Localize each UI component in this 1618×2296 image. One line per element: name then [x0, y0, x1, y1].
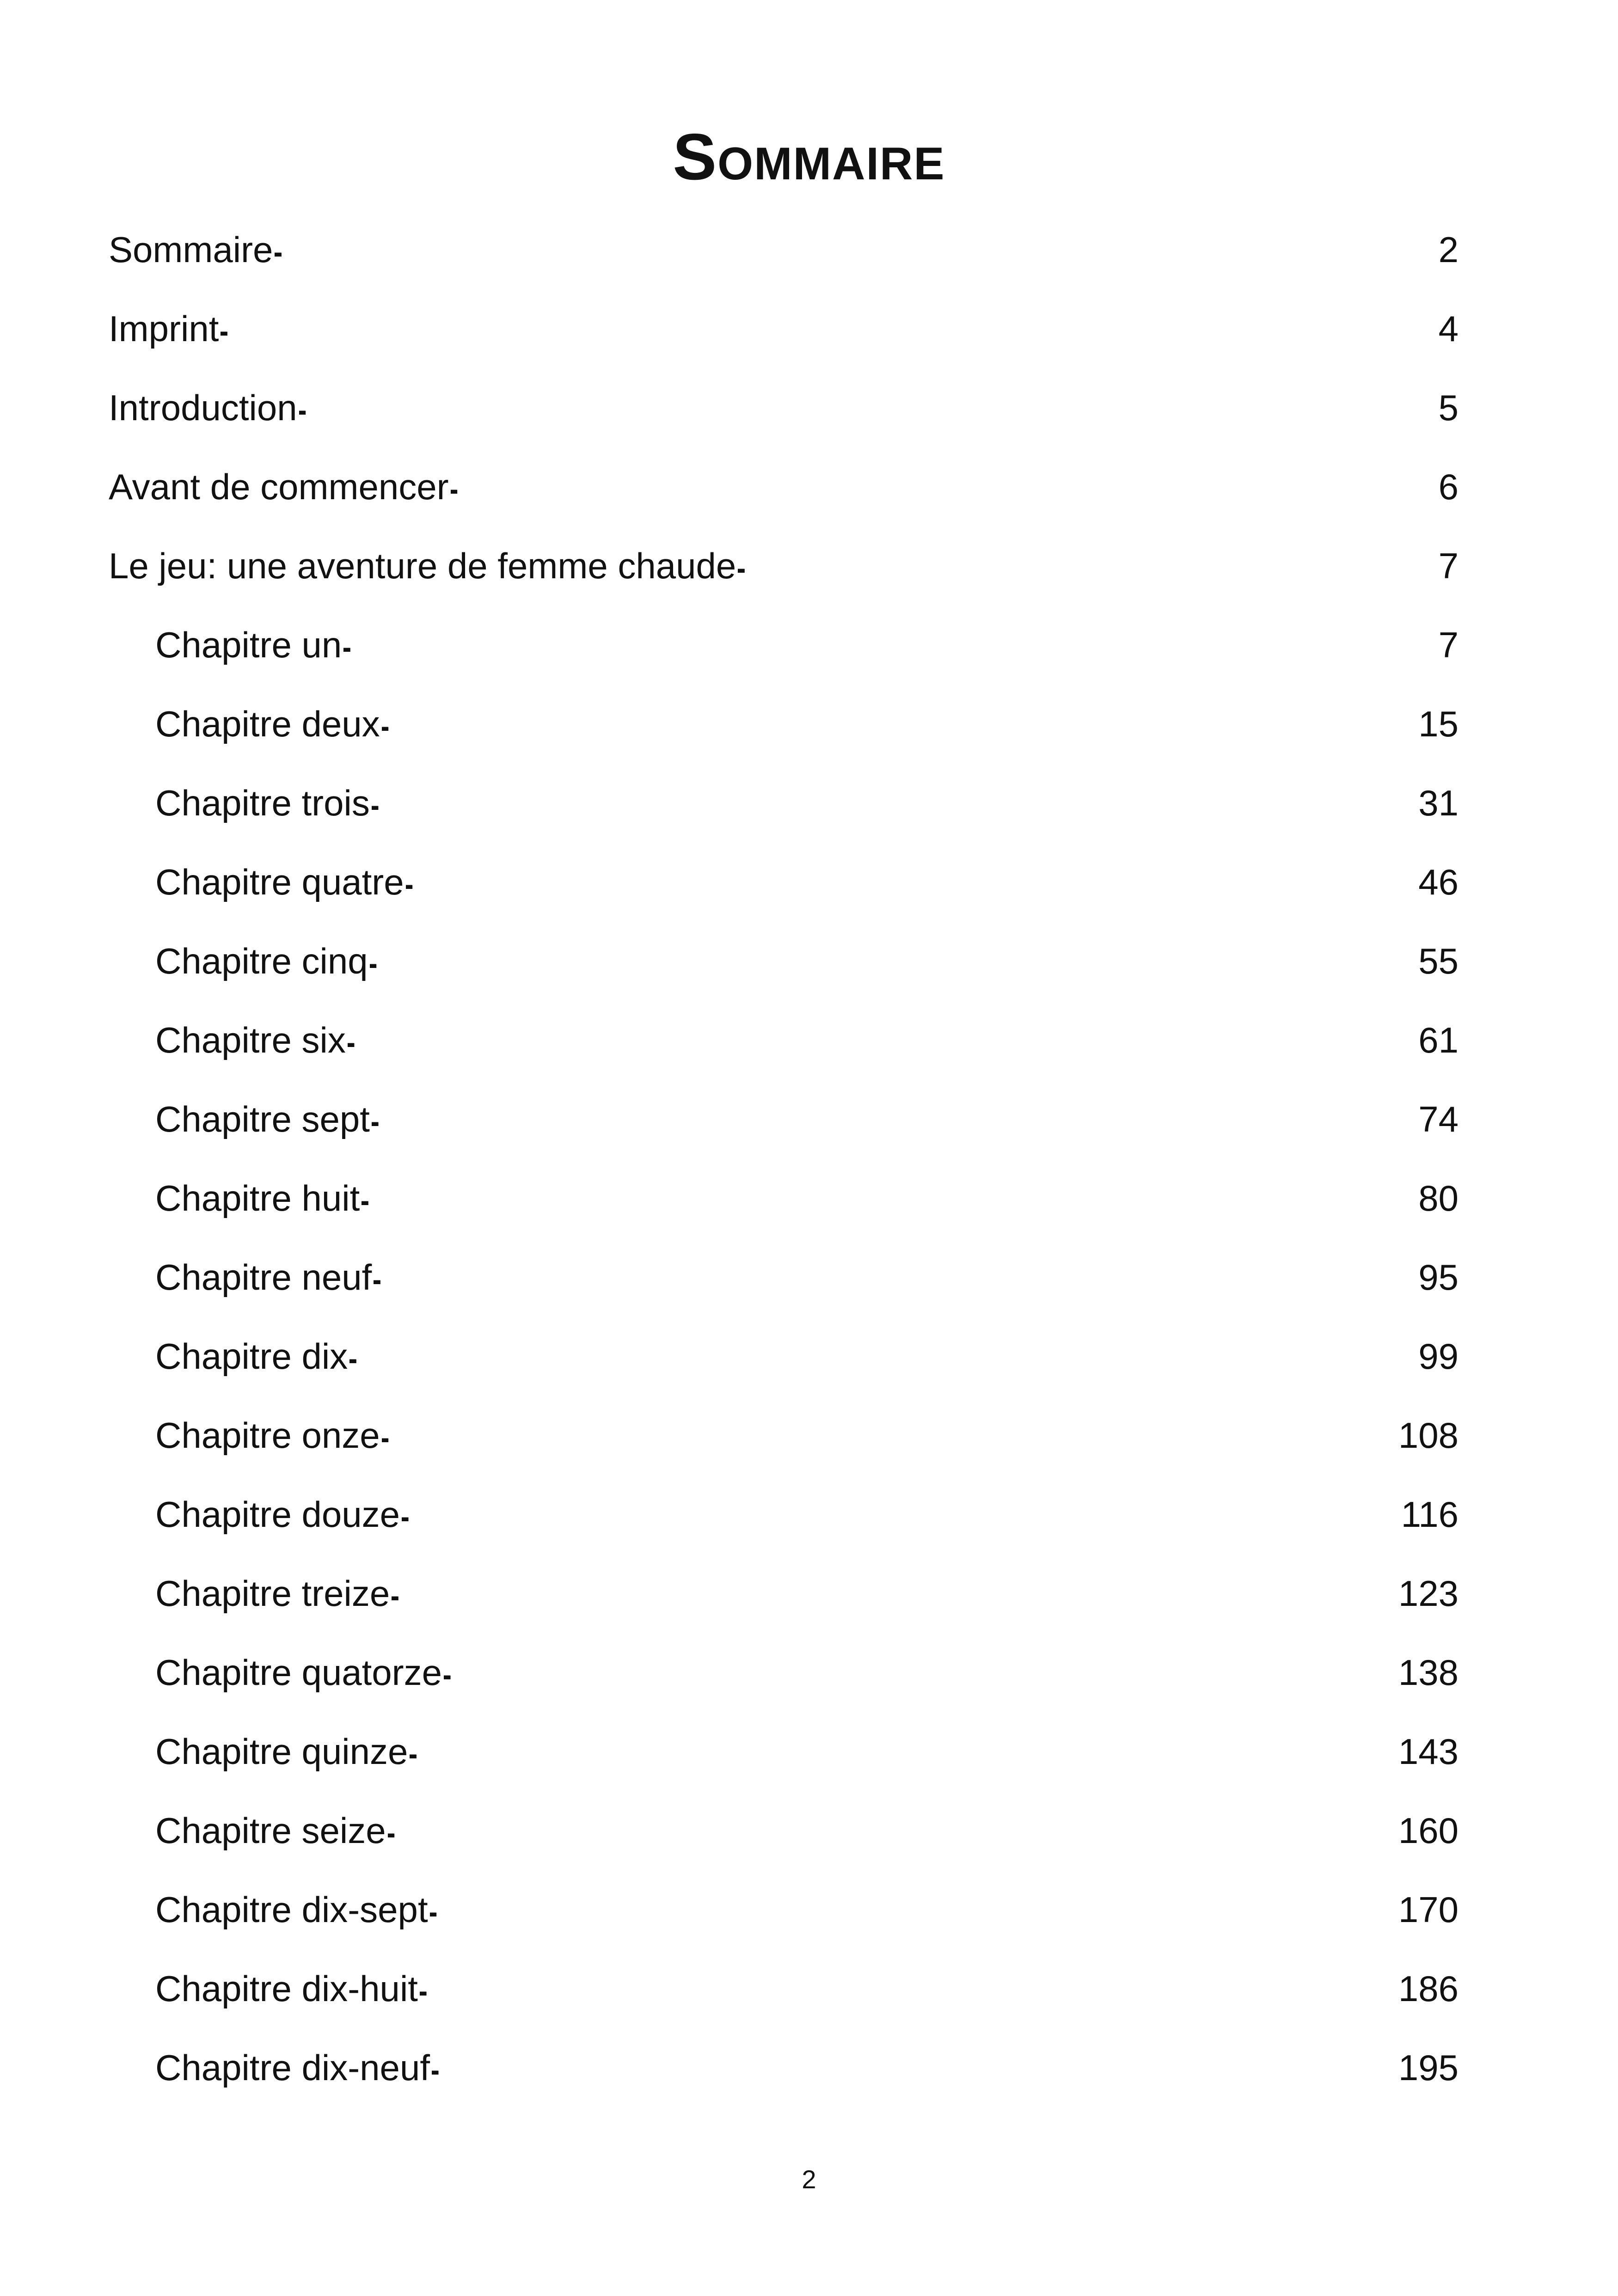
toc-leader-dots [370, 937, 1416, 974]
toc-entry-label: Chapitre quatre [155, 862, 404, 902]
toc-entry[interactable] [109, 289, 1459, 368]
toc-entry-label: Chapitre dix-sept [155, 1889, 428, 1930]
toc-entry-page: 95 [1418, 1257, 1459, 1298]
toc-entry-page: 15 [1418, 704, 1459, 744]
toc-entry-label: Chapitre quatorze [155, 1652, 442, 1693]
toc-entry-page: 143 [1398, 1731, 1459, 1772]
toc-leader-dots [402, 1490, 1398, 1527]
toc-entry[interactable] [109, 368, 1459, 447]
toc-leader-dots [299, 383, 1436, 420]
toc-entry-label: Chapitre treize [155, 1573, 390, 1614]
toc-entry-page: 108 [1398, 1415, 1459, 1456]
toc-entry-label: Chapitre huit [155, 1178, 360, 1218]
toc-leader-dots [362, 1174, 1416, 1211]
toc-entry-label: Chapitre deux [155, 704, 380, 744]
toc-entry-page: 4 [1438, 308, 1459, 349]
toc-entry-chapter[interactable] [109, 1001, 1459, 1080]
toc-entry-page: 123 [1398, 1573, 1459, 1614]
toc-leader-dots [444, 1648, 1396, 1685]
toc-leader-dots [343, 620, 1435, 657]
toc-entry-page: 61 [1418, 1020, 1459, 1060]
toc-entry-label: Avant de commencer [109, 466, 449, 507]
toc-entry-chapter[interactable] [109, 1949, 1459, 2028]
toc-entry-label: Chapitre trois [155, 783, 370, 823]
toc-entry-label: Chapitre seize [155, 1810, 386, 1851]
toc-leader-dots [372, 1095, 1416, 1132]
toc-entry-page: 55 [1418, 941, 1459, 981]
table-of-contents [109, 210, 1459, 2107]
toc-entry-page: 80 [1418, 1178, 1459, 1218]
toc-entry-page: 2 [1438, 229, 1459, 270]
toc-leader-dots [410, 1727, 1396, 1764]
toc-entry-label: Chapitre dix-neuf [155, 2047, 430, 2088]
toc-entry-chapter[interactable] [109, 1396, 1459, 1475]
toc-leader-dots [349, 1332, 1416, 1369]
toc-entry-chapter[interactable] [109, 2028, 1459, 2107]
toc-entry-chapter[interactable] [109, 1475, 1459, 1554]
toc-leader-dots [432, 2043, 1396, 2080]
toc-leader-dots [348, 1016, 1416, 1053]
toc-entry-page: 160 [1398, 1810, 1459, 1851]
toc-leader-dots [382, 1411, 1396, 1448]
toc-entry-chapter[interactable] [109, 606, 1459, 685]
toc-entry-page: 46 [1418, 862, 1459, 902]
toc-entry-label: Introduction [109, 387, 297, 428]
toc-entry-page: 186 [1398, 1968, 1459, 2009]
toc-leader-dots [382, 699, 1416, 736]
toc-entry-page: 170 [1398, 1889, 1459, 1930]
toc-entry-chapter[interactable] [109, 1712, 1459, 1791]
toc-leader-dots [221, 304, 1435, 341]
toc-entry-label: Chapitre dix-huit [155, 1968, 418, 2009]
toc-entry-label: Le jeu: une aventure de femme chaude [109, 545, 736, 586]
page-title: Sommaire [673, 120, 945, 194]
toc-entry-page: 195 [1398, 2047, 1459, 2088]
toc-leader-dots [388, 1806, 1396, 1843]
toc-entry[interactable] [109, 210, 1459, 289]
toc-leader-dots [374, 1253, 1416, 1290]
toc-entry-label: Chapitre quinze [155, 1731, 408, 1772]
toc-leader-dots [372, 778, 1416, 815]
toc-entry-label: Chapitre neuf [155, 1257, 372, 1298]
toc-entry-page: 116 [1401, 1494, 1459, 1535]
toc-leader-dots [406, 857, 1416, 894]
toc-entry-chapter[interactable] [109, 1633, 1459, 1712]
toc-entry-page: 7 [1438, 625, 1459, 665]
toc-entry-label: Chapitre onze [155, 1415, 380, 1456]
toc-leader-dots [392, 1569, 1396, 1606]
toc-entry-page: 7 [1438, 545, 1459, 586]
toc-entry-page: 99 [1418, 1336, 1459, 1377]
toc-entry-chapter[interactable] [109, 764, 1459, 843]
toc-leader-dots [738, 541, 1435, 578]
toc-entry-chapter[interactable] [109, 922, 1459, 1001]
toc-entry-page: 74 [1418, 1099, 1459, 1139]
toc-entry-page: 31 [1418, 783, 1459, 823]
toc-leader-dots [275, 225, 1435, 262]
toc-entry-chapter[interactable] [109, 1791, 1459, 1870]
toc-entry-label: Chapitre cinq [155, 941, 368, 981]
toc-entry-page: 5 [1438, 387, 1459, 428]
toc-entry[interactable] [109, 447, 1459, 527]
toc-entry-label: Chapitre douze [155, 1494, 400, 1535]
toc-entry-chapter[interactable] [109, 1317, 1459, 1396]
toc-entry-chapter[interactable] [109, 1870, 1459, 1949]
toc-entry-label: Chapitre un [155, 625, 342, 665]
toc-entry-label: Imprint [109, 308, 219, 349]
toc-entry-label: Sommaire [109, 229, 273, 270]
toc-entry-chapter[interactable] [109, 1080, 1459, 1159]
toc-entry-page: 138 [1398, 1652, 1459, 1693]
toc-entry-label: Chapitre six [155, 1020, 346, 1060]
toc-entry-page: 6 [1438, 466, 1459, 507]
toc-leader-dots [430, 1885, 1396, 1922]
toc-entry-chapter[interactable] [109, 685, 1459, 764]
page-number: 2 [802, 2165, 816, 2194]
toc-entry-chapter[interactable] [109, 1159, 1459, 1238]
toc-entry-chapter[interactable] [109, 843, 1459, 922]
toc-leader-dots [451, 462, 1436, 499]
toc-entry-chapter[interactable] [109, 1238, 1459, 1317]
toc-entry-label: Chapitre sept [155, 1099, 370, 1139]
toc-entry-chapter[interactable] [109, 1554, 1459, 1633]
toc-entry-label: Chapitre dix [155, 1336, 348, 1377]
toc-leader-dots [420, 1964, 1396, 2001]
toc-entry[interactable] [109, 527, 1459, 606]
